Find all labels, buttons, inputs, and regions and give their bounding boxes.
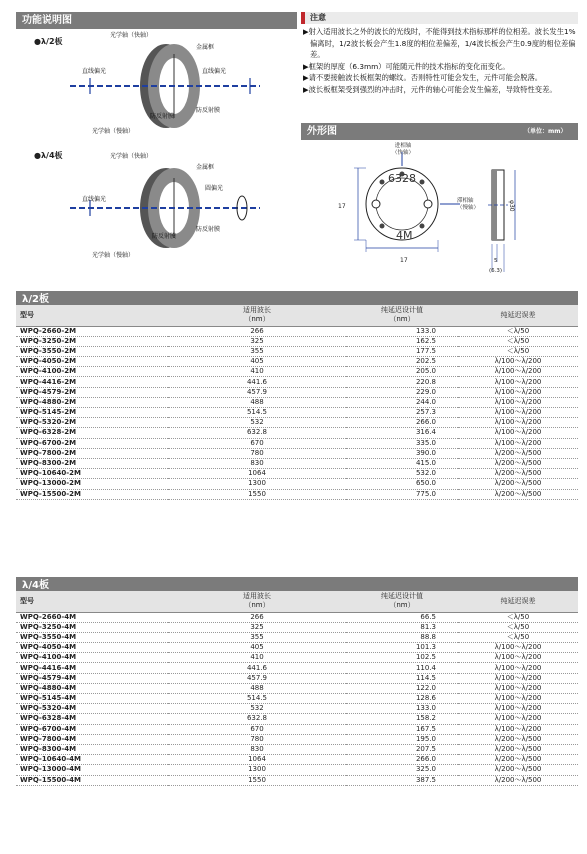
cell-model: WPQ-5320-4M <box>16 704 168 714</box>
cell-model: WPQ-6700-2M <box>16 438 168 448</box>
dimension-unit: （单位：mm） <box>524 128 567 135</box>
cell-error: λ/100～λ/200 <box>458 357 578 367</box>
cell-wavelength: 488 <box>168 397 346 407</box>
cell-error: λ/200～λ/500 <box>458 479 578 489</box>
cell-error: λ/200～λ/500 <box>458 734 578 744</box>
table-row <box>16 479 578 489</box>
cell-wavelength: 1550 <box>168 775 346 785</box>
table-row <box>16 755 578 765</box>
cell-retardation: 650.0 <box>346 479 458 489</box>
table-row <box>16 653 578 663</box>
table-row <box>16 357 578 367</box>
cell-error: λ/100～λ/200 <box>458 653 578 663</box>
cell-wavelength: 1064 <box>168 469 346 479</box>
cell-retardation: 205.0 <box>346 367 458 377</box>
cell-model: WPQ-5320-2M <box>16 418 168 428</box>
cell-wavelength: 1064 <box>168 755 346 765</box>
cell-retardation: 195.0 <box>346 734 458 744</box>
cell-retardation: 266.0 <box>346 418 458 428</box>
col-wavelength: 适用波长 （nm） <box>168 591 346 612</box>
table-row <box>16 489 578 499</box>
dim-thickness: (6.3) <box>489 268 503 274</box>
cell-model: WPQ-4880-2M <box>16 397 168 407</box>
table-row <box>16 397 578 407</box>
cell-model: WPQ-13000-2M <box>16 479 168 489</box>
cell-wavelength: 1550 <box>168 489 346 499</box>
table-row <box>16 622 578 632</box>
cell-model: WPQ-6328-2M <box>16 428 168 438</box>
cell-wavelength: 457.9 <box>168 387 346 397</box>
cell-retardation: 229.0 <box>346 387 458 397</box>
table-row <box>16 694 578 704</box>
cell-retardation: 128.6 <box>346 694 458 704</box>
cell-model: WPQ-10640-4M <box>16 755 168 765</box>
dim-thread: 5 <box>494 258 498 264</box>
cell-error: λ/100～λ/200 <box>458 377 578 387</box>
quarter-table-body <box>16 612 578 785</box>
cell-retardation: 101.3 <box>346 643 458 653</box>
dimension-section-title: 外形图 <box>301 123 578 140</box>
cell-model: WPQ-4416-2M <box>16 377 168 387</box>
quarter-wave-diagram <box>60 150 280 260</box>
cell-model: WPQ-10640-2M <box>16 469 168 479</box>
cell-retardation: 532.0 <box>346 469 458 479</box>
cell-error: λ/100～λ/200 <box>458 663 578 673</box>
cell-error: λ/200～λ/500 <box>458 458 578 468</box>
cell-retardation: 114.5 <box>346 673 458 683</box>
table-row <box>16 775 578 785</box>
cell-model: WPQ-4050-4M <box>16 643 168 653</box>
cell-error: λ/100～λ/200 <box>458 367 578 377</box>
cell-model: WPQ-15500-4M <box>16 775 168 785</box>
cell-retardation: 390.0 <box>346 448 458 458</box>
cell-error: λ/200～λ/500 <box>458 744 578 754</box>
cell-error: λ/200～λ/500 <box>458 489 578 499</box>
cell-error: λ/100～λ/200 <box>458 397 578 407</box>
cell-retardation: 133.0 <box>346 704 458 714</box>
col-model: 型号 <box>16 305 168 326</box>
half-wave-caption: ●λ/2板 <box>34 37 63 46</box>
cell-error: λ/100～λ/200 <box>458 704 578 714</box>
cell-error: λ/200～λ/500 <box>458 755 578 765</box>
cell-retardation: 162.5 <box>346 336 458 346</box>
quarter-metal-frame: 金属框 <box>196 164 215 171</box>
quarter-wave-table <box>16 591 578 786</box>
table-row <box>16 744 578 754</box>
cell-error: λ/200～λ/500 <box>458 775 578 785</box>
cell-wavelength: 355 <box>168 632 346 642</box>
cell-error: λ/200～λ/500 <box>458 448 578 458</box>
dim-width: 17 <box>400 257 408 264</box>
cell-wavelength: 1300 <box>168 765 346 775</box>
table-row <box>16 663 578 673</box>
cell-wavelength: 325 <box>168 336 346 346</box>
cell-retardation: 335.0 <box>346 438 458 448</box>
quarter-wave-caption: ●λ/4板 <box>34 151 63 160</box>
cell-wavelength: 632.8 <box>168 714 346 724</box>
cell-error: λ/100～λ/200 <box>458 428 578 438</box>
half-table-body <box>16 326 578 499</box>
front-label-bottom: 4M <box>396 229 413 242</box>
cell-model: WPQ-2660-4M <box>16 612 168 622</box>
cell-model: WPQ-5145-4M <box>16 694 168 704</box>
cell-wavelength: 532 <box>168 704 346 714</box>
cell-wavelength: 514.5 <box>168 694 346 704</box>
cell-wavelength: 670 <box>168 438 346 448</box>
table-row <box>16 673 578 683</box>
cell-model: WPQ-3550-4M <box>16 632 168 642</box>
cell-error: λ/100～λ/200 <box>458 387 578 397</box>
cell-model: WPQ-4100-2M <box>16 367 168 377</box>
side-view <box>488 170 515 272</box>
cell-model: WPQ-4050-2M <box>16 357 168 367</box>
half-optical-axis-slow: 光学轴（慢轴） <box>92 128 135 135</box>
cell-wavelength: 514.5 <box>168 408 346 418</box>
cell-model: WPQ-4880-4M <box>16 683 168 693</box>
table-row <box>16 336 578 346</box>
cell-error: λ/100～λ/200 <box>458 714 578 724</box>
cell-wavelength: 532 <box>168 418 346 428</box>
note-item: ▶波长板框架受到强烈的冲击时，元件的轴心可能会发生偏差，导致特性变差。 <box>303 84 557 94</box>
table-row <box>16 458 578 468</box>
quarter-optical-axis-fast: 光学轴（快轴） <box>110 153 153 160</box>
cell-model: WPQ-6700-4M <box>16 724 168 734</box>
col-retardation: 纯延迟设计值 （nm） <box>346 305 458 326</box>
cell-retardation: 257.3 <box>346 408 458 418</box>
cell-wavelength: 632.8 <box>168 428 346 438</box>
table-row <box>16 683 578 693</box>
table-row <box>16 734 578 744</box>
table-row <box>16 418 578 428</box>
cell-wavelength: 355 <box>168 346 346 356</box>
note-item: ▶射入适用波长之外的波长的光线时，不能得到技术指标那样的位相差。波长发生1%偏离时，1/2波长板会产生1.8度的相位差偏差，1/4波长板会产生0.9度的相位差偏差。 <box>303 27 576 60</box>
cell-error: ＜λ/50 <box>458 632 578 642</box>
table-row <box>16 714 578 724</box>
quarter-ar-coat-left: 防反射膜 <box>152 233 177 240</box>
quarter-circular-pol: 圆偏光 <box>205 185 224 192</box>
cell-error: λ/100～λ/200 <box>458 438 578 448</box>
note-item: ▶请不要接触波长板框架的螺纹。否则特性可能会发生，元件可能会脱落。 <box>303 73 543 83</box>
cell-error: λ/100～λ/200 <box>458 683 578 693</box>
table-row <box>16 612 578 622</box>
slow-axis-label: 滞相轴 （慢轴） <box>457 198 480 211</box>
table-row <box>16 469 578 479</box>
cell-wavelength: 410 <box>168 367 346 377</box>
cell-model: WPQ-6328-4M <box>16 714 168 724</box>
cell-model: WPQ-15500-2M <box>16 489 168 499</box>
half-table-title: λ/2板 <box>16 291 578 308</box>
table-row <box>16 408 578 418</box>
quarter-table-title: λ/4板 <box>16 577 578 594</box>
note-item: ▶框架的厚度（6.3mm）可能随元件的技术指标的变化而变化。 <box>303 61 510 71</box>
cell-retardation: 775.0 <box>346 489 458 499</box>
cell-retardation: 387.5 <box>346 775 458 785</box>
cell-error: ＜λ/50 <box>458 336 578 346</box>
half-linear-pol-right: 直线偏光 <box>202 68 227 75</box>
cell-error: λ/100～λ/200 <box>458 673 578 683</box>
cell-wavelength: 410 <box>168 653 346 663</box>
cell-retardation: 325.0 <box>346 765 458 775</box>
cell-error: ＜λ/50 <box>458 622 578 632</box>
table-row <box>16 387 578 397</box>
cell-error: ＜λ/50 <box>458 346 578 356</box>
cell-error: λ/100～λ/200 <box>458 724 578 734</box>
table-row <box>16 438 578 448</box>
cell-wavelength: 830 <box>168 458 346 468</box>
cell-wavelength: 830 <box>168 744 346 754</box>
cell-retardation: 81.3 <box>346 622 458 632</box>
cell-error: ＜λ/50 <box>458 326 578 336</box>
cell-retardation: 158.2 <box>346 714 458 724</box>
table-row <box>16 632 578 642</box>
dim-diameter: φ30 <box>508 200 515 212</box>
quarter-linear-pol: 直线偏光 <box>82 196 107 203</box>
cell-model: WPQ-4100-4M <box>16 653 168 663</box>
table-row <box>16 765 578 775</box>
cell-error: λ/100～λ/200 <box>458 694 578 704</box>
cell-error: λ/100～λ/200 <box>458 408 578 418</box>
half-metal-frame: 金属框 <box>196 44 215 51</box>
cell-model: WPQ-8300-4M <box>16 744 168 754</box>
cell-model: WPQ-4579-4M <box>16 673 168 683</box>
notes-title-bar <box>301 12 578 24</box>
table-row <box>16 377 578 387</box>
front-label-top: 6328 <box>388 172 416 185</box>
cell-retardation: 88.8 <box>346 632 458 642</box>
cell-error: λ/100～λ/200 <box>458 418 578 428</box>
cell-wavelength: 405 <box>168 357 346 367</box>
table-row <box>16 704 578 714</box>
col-error: 纯延迟误差 <box>458 305 578 326</box>
cell-wavelength: 457.9 <box>168 673 346 683</box>
cell-error: λ/100～λ/200 <box>458 643 578 653</box>
cell-model: WPQ-4416-4M <box>16 663 168 673</box>
cell-model: WPQ-4579-2M <box>16 387 168 397</box>
col-model: 型号 <box>16 591 168 612</box>
table-row <box>16 367 578 377</box>
cell-retardation: 207.5 <box>346 744 458 754</box>
cell-retardation: 220.8 <box>346 377 458 387</box>
cell-retardation: 266.0 <box>346 755 458 765</box>
table-row <box>16 346 578 356</box>
cell-retardation: 415.0 <box>346 458 458 468</box>
cell-wavelength: 405 <box>168 643 346 653</box>
cell-model: WPQ-3250-2M <box>16 336 168 346</box>
cell-wavelength: 325 <box>168 622 346 632</box>
cell-wavelength: 441.6 <box>168 663 346 673</box>
cell-wavelength: 266 <box>168 612 346 622</box>
cell-error: ＜λ/50 <box>458 612 578 622</box>
quarter-optical-axis-slow: 光学轴（慢轴） <box>92 252 135 259</box>
notes-list <box>303 26 578 96</box>
table-row <box>16 724 578 734</box>
cell-error: λ/200～λ/500 <box>458 469 578 479</box>
cell-retardation: 66.5 <box>346 612 458 622</box>
cell-model: WPQ-7800-4M <box>16 734 168 744</box>
notes-title: 注意 <box>310 13 326 22</box>
function-section-title: 功能说明图 <box>16 12 297 29</box>
half-ar-coat-right: 防反射膜 <box>196 107 221 114</box>
cell-retardation: 102.5 <box>346 653 458 663</box>
cell-model: WPQ-3250-4M <box>16 622 168 632</box>
half-optical-axis-fast: 光学轴（快轴） <box>110 32 153 39</box>
cell-wavelength: 266 <box>168 326 346 336</box>
table-row <box>16 428 578 438</box>
cell-model: WPQ-5145-2M <box>16 408 168 418</box>
cell-wavelength: 1300 <box>168 479 346 489</box>
cell-retardation: 133.0 <box>346 326 458 336</box>
table-header-row <box>16 305 578 326</box>
table-header-row <box>16 591 578 612</box>
cell-retardation: 167.5 <box>346 724 458 734</box>
col-error: 纯延迟误差 <box>458 591 578 612</box>
half-linear-pol-left: 直线偏光 <box>82 68 107 75</box>
cell-retardation: 244.0 <box>346 397 458 407</box>
cell-model: WPQ-7800-2M <box>16 448 168 458</box>
cell-retardation: 316.4 <box>346 428 458 438</box>
cell-retardation: 202.5 <box>346 357 458 367</box>
cell-model: WPQ-8300-2M <box>16 458 168 468</box>
cell-retardation: 110.4 <box>346 663 458 673</box>
table-row <box>16 326 578 336</box>
cell-wavelength: 780 <box>168 734 346 744</box>
fast-axis-label: 进相轴 （快轴） <box>392 143 415 156</box>
quarter-ar-coat-right: 防反射膜 <box>196 226 221 233</box>
cell-wavelength: 441.6 <box>168 377 346 387</box>
col-wavelength: 适用波长 （nm） <box>168 305 346 326</box>
cell-model: WPQ-3550-2M <box>16 346 168 356</box>
cell-wavelength: 488 <box>168 683 346 693</box>
cell-model: WPQ-2660-2M <box>16 326 168 336</box>
cell-error: λ/200～λ/500 <box>458 765 578 775</box>
half-wave-table <box>16 305 578 500</box>
table-row <box>16 643 578 653</box>
cell-wavelength: 670 <box>168 724 346 734</box>
cell-retardation: 177.5 <box>346 346 458 356</box>
dim-height: 17 <box>338 203 346 210</box>
col-retardation: 纯延迟设计值 （nm） <box>346 591 458 612</box>
cell-model: WPQ-13000-4M <box>16 765 168 775</box>
cell-wavelength: 780 <box>168 448 346 458</box>
half-ar-coat-left: 防反射膜 <box>150 113 175 120</box>
cell-retardation: 122.0 <box>346 683 458 693</box>
table-row <box>16 448 578 458</box>
